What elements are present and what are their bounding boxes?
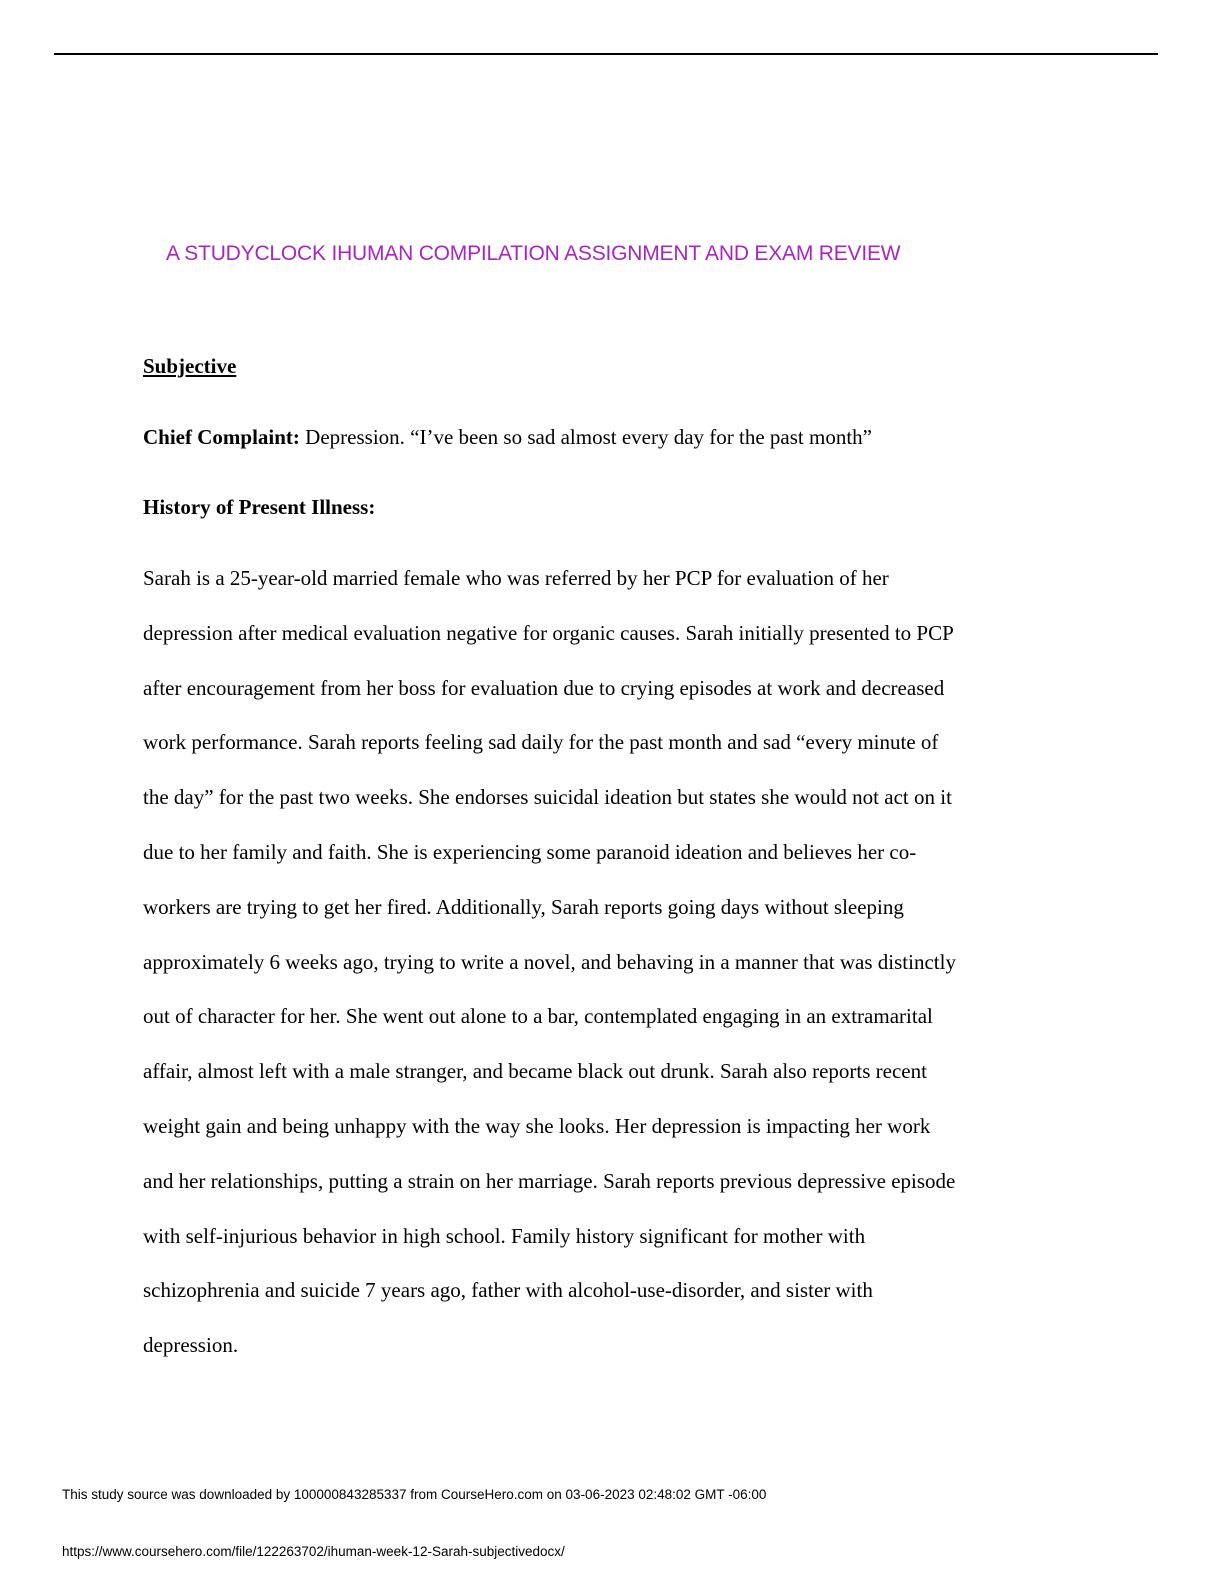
hpi-line: with self-injurious behavior in high school. Family history significant for mother with: [143, 1223, 866, 1248]
header-rule: [54, 53, 1158, 55]
hpi-line: schizophrenia and suicide 7 years ago, father with alcohol-use-disorder, and sister with: [143, 1278, 873, 1303]
hpi-line: the day” for the past two weeks. She endorses suicidal ideation but states she would not act on it: [143, 785, 952, 810]
section-heading-subjective: Subjective: [143, 354, 237, 378]
document-title: A STUDYCLOCK IHUMAN COMPILATION ASSIGNMENT AND EXAM REVIEW: [166, 242, 901, 265]
chief-complaint: [143, 425, 872, 450]
hpi-heading: History of Present Illness:: [143, 495, 376, 519]
hpi-line: due to her family and faith. She is experiencing some paranoid ideation and believes her co-: [143, 839, 917, 864]
hpi-line: affair, almost left with a male stranger, and became black out drunk. Sarah also reports recent: [143, 1059, 927, 1084]
hpi-line: workers are trying to get her fired. Additionally, Sarah reports going days without sleeping: [143, 894, 904, 919]
hpi-line: depression after medical evaluation negative for organic causes. Sarah initially presented to PCP: [143, 620, 954, 645]
chief-complaint-text: Depression. “I’ve been so sad almost every day for the past month”: [299, 425, 872, 449]
hpi-paragraph: [143, 565, 1083, 1387]
hpi-line: work performance. Sarah reports feeling sad daily for the past month and sad “every minute of: [143, 730, 939, 755]
hpi-line: after encouragement from her boss for evaluation due to crying episodes at work and decreased: [143, 675, 945, 700]
source-url-link[interactable]: https://www.coursehero.com/file/122263702/ihuman-week-12-Sarah-subjectivedocx/: [62, 1544, 565, 1559]
hpi-line: approximately 6 weeks ago, trying to write a novel, and behaving in a manner that was distinctly: [143, 949, 956, 974]
hpi-line: and her relationships, putting a strain on her marriage. Sarah reports previous depressive episode: [143, 1168, 956, 1193]
chief-complaint-label: Chief Complaint:: [143, 425, 300, 449]
hpi-line: Sarah is a 25-year-old married female who was referred by her PCP for evaluation of her: [143, 566, 889, 590]
download-source-notice: This study source was downloaded by 100000843285337 from CourseHero.com on 03-06-2023 02:48:02 GMT -06:00: [62, 1487, 767, 1502]
hpi-line: depression.: [143, 1333, 239, 1358]
hpi-line: out of character for her. She went out alone to a bar, contemplated engaging in an extramarital: [143, 1004, 933, 1029]
hpi-line: weight gain and being unhappy with the way she looks. Her depression is impacting her work: [143, 1113, 931, 1138]
